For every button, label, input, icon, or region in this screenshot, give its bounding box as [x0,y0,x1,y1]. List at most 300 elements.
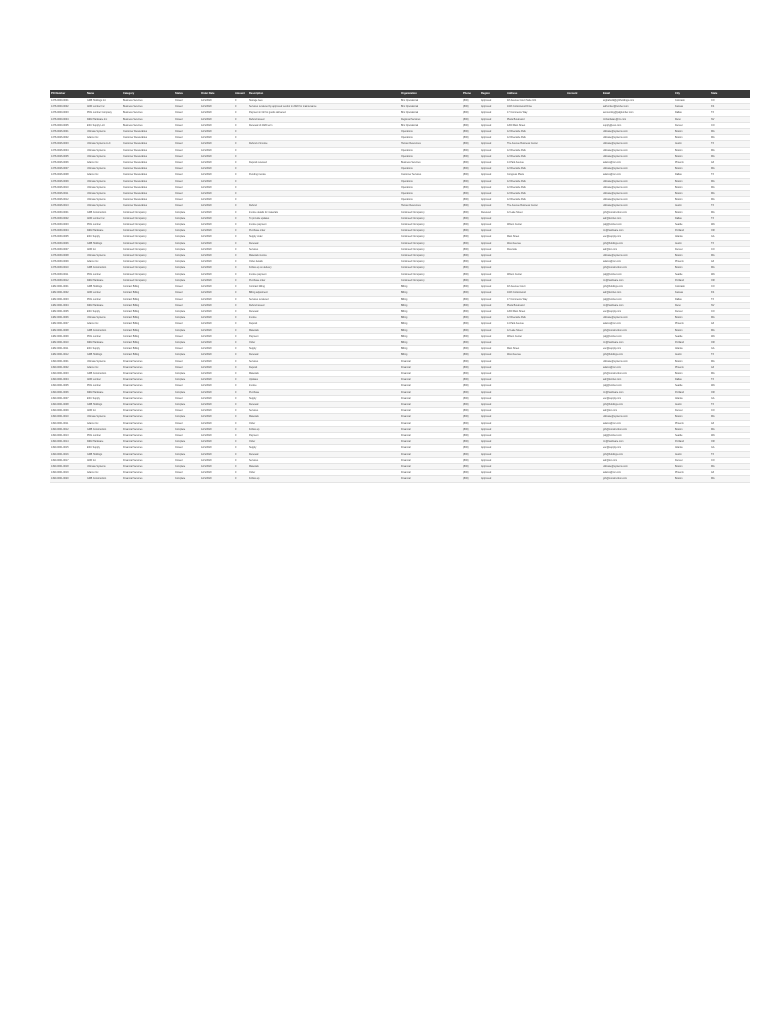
table-cell[interactable]: Operations [401,192,413,196]
table-cell[interactable]: adr@lumber.com [603,216,622,220]
column-header[interactable]: Email [603,92,610,95]
table-cell[interactable]: Approved [481,285,492,289]
table-cell[interactable]: Boston [675,254,683,258]
table-cell[interactable]: 12/1/2020 [201,440,212,444]
table-cell[interactable]: Supply order [249,235,263,239]
table-cell[interactable]: 0 [235,173,237,177]
table-cell[interactable]: Continued Occupancy [123,272,147,276]
table-cell[interactable]: Storage fees [249,99,263,102]
table-cell[interactable]: ADR Inc [87,247,96,251]
table-cell[interactable]: Boston [675,266,683,270]
table-cell[interactable]: KS [711,291,715,295]
table-cell[interactable]: 1490-0001-0003 [51,371,69,375]
table-cell[interactable]: Approved [481,409,492,413]
table-cell[interactable]: Approved [481,371,492,375]
table-cell[interactable]: 0 [235,247,237,251]
table-cell[interactable]: PDG Lumber [87,433,101,437]
table-cell[interactable]: 1482-0001-0010 [51,340,69,344]
table-cell[interactable]: 0 [235,185,237,189]
table-cell[interactable]: Financial [401,396,411,400]
table-cell[interactable]: 1482-0001-0005 [51,309,69,313]
table-cell[interactable]: 0 [235,204,237,208]
table-cell[interactable]: Austin [675,402,682,406]
table-cell[interactable]: pdg@lumber.com [603,223,622,227]
table-cell[interactable]: Portland [675,340,684,344]
column-header[interactable]: Amount [235,92,245,95]
table-cell[interactable]: GRB Construction [87,328,107,332]
table-cell[interactable]: (800) [463,396,469,400]
table-cell[interactable]: 12/1/2020 [201,161,212,165]
table-cell[interactable]: 12 Riverside Park [507,130,526,134]
table-cell[interactable]: Operations [401,130,413,134]
table-cell[interactable]: Services [249,409,259,413]
table-cell[interactable]: CO [711,123,715,127]
table-cell[interactable]: Closed [175,136,183,140]
table-cell[interactable]: Closed [175,359,183,363]
table-cell[interactable]: 12/1/2020 [201,378,212,382]
table-cell[interactable]: 1490-0001-0020 [51,477,69,481]
table-cell[interactable]: 0 [235,446,237,450]
table-cell[interactable]: Complete [175,247,186,251]
table-cell[interactable]: Adamo Inc [87,322,99,326]
table-cell[interactable]: (800) [463,111,469,115]
table-cell[interactable]: AZ [711,365,715,369]
table-cell[interactable]: R&M Hardware Inc [87,117,108,121]
table-cell[interactable]: 0 [235,192,237,196]
table-cell[interactable]: Complete [175,464,186,468]
table-cell[interactable]: Boston [675,192,683,196]
table-cell[interactable]: 17 Commerce Way [507,297,528,301]
table-cell[interactable]: Customer Receivables [123,179,148,183]
table-cell[interactable]: 12/1/2020 [201,111,212,115]
table-cell[interactable]: 0 [235,254,237,258]
table-cell[interactable]: adrlumber@lumber.com [603,105,629,109]
table-cell[interactable]: 0 [235,384,237,388]
table-cell[interactable]: 1490-0001-0005 [51,384,69,388]
table-cell[interactable]: GA [711,347,715,351]
table-cell[interactable]: OR [711,278,715,282]
table-cell[interactable]: Atlanta [675,235,683,239]
table-cell[interactable]: Phoenix [675,161,684,165]
table-cell[interactable]: Austin [675,353,682,357]
table-cell[interactable]: Human Resources [401,142,421,146]
table-cell[interactable]: Continued Occupancy [123,229,147,233]
table-cell[interactable]: (800) [463,316,469,320]
table-cell[interactable]: Approved [481,452,492,456]
table-cell[interactable]: 4th Avenue Court Suite 101 [507,99,537,102]
table-cell[interactable]: (800) [463,353,469,357]
table-cell[interactable]: R&M Hardware [87,229,104,233]
table-cell[interactable]: Approved [481,303,492,307]
table-cell[interactable]: (800) [463,340,469,344]
table-cell[interactable]: 1478-0030-0009 [51,260,69,264]
table-cell[interactable]: Materials [249,464,259,468]
table-cell[interactable]: Customer Receivables [123,185,148,189]
table-cell[interactable]: 12/1/2020 [201,148,212,152]
table-cell[interactable]: Ultimate Systems LLC [87,142,111,146]
table-cell[interactable]: Billing [401,328,408,332]
table-cell[interactable]: Bim Operational [401,99,419,102]
table-cell[interactable]: Closed [175,123,183,127]
table-cell[interactable]: Seattle [675,223,683,227]
table-cell[interactable]: NV [711,117,715,121]
table-cell[interactable]: Adamo Inc [87,471,99,475]
table-cell[interactable]: MA [711,148,715,152]
table-cell[interactable]: ultimate@systems.com [603,148,628,152]
table-cell[interactable]: 0 [235,111,237,115]
table-cell[interactable]: Dallas [675,111,682,115]
table-cell[interactable]: 0 [235,123,237,127]
table-cell[interactable]: R&M Hardware [87,303,104,307]
table-cell[interactable]: ADR Lumber Inc [87,216,105,220]
table-cell[interactable]: MA [711,167,715,171]
table-cell[interactable]: (800) [463,142,469,146]
table-cell[interactable]: (800) [463,328,469,332]
table-cell[interactable]: Financial [401,440,411,444]
table-cell[interactable]: ESC Supply [87,309,100,313]
table-cell[interactable]: ultimate@systems.com [603,198,628,202]
table-cell[interactable]: GA [711,446,715,450]
table-cell[interactable]: 0 [235,340,237,344]
table-cell[interactable]: 12/1/2020 [201,235,212,239]
table-cell[interactable]: Regional Services [401,117,421,121]
table-cell[interactable]: ESC Supply [87,446,100,450]
table-cell[interactable]: 1478-0026-0006 [51,161,69,165]
table-cell[interactable]: Closed [175,285,183,289]
table-cell[interactable]: TX [711,241,715,245]
table-cell[interactable]: adamo@inc.com [603,161,621,165]
table-cell[interactable]: Approved [481,396,492,400]
table-cell[interactable]: Wilson Center [507,334,523,338]
table-cell[interactable]: Continued Occupancy [401,223,425,227]
table-cell[interactable]: 0 [235,142,237,146]
table-cell[interactable]: Denver [675,123,683,127]
table-cell[interactable]: Closed [175,117,183,121]
table-cell[interactable]: Business Services [123,99,143,102]
table-cell[interactable]: ultimate@systems.com [603,130,628,134]
table-cell[interactable]: Approved [481,309,492,313]
table-cell[interactable]: Boston [675,148,683,152]
table-cell[interactable]: 1490-0001-0016 [51,452,69,456]
table-cell[interactable]: Approved [481,229,492,233]
table-cell[interactable]: 0 [235,347,237,351]
table-cell[interactable]: 1478-0026-0009 [51,179,69,183]
column-header[interactable]: State [711,92,718,95]
table-cell[interactable]: Deposit received [249,161,267,165]
table-cell[interactable]: 0 [235,402,237,406]
table-cell[interactable]: (800) [463,322,469,326]
table-row[interactable] [50,476,750,482]
table-cell[interactable]: Phoenix [675,260,684,264]
table-cell[interactable]: Contract Billing [123,328,140,332]
table-cell[interactable]: PDG Lumber [87,297,101,301]
table-cell[interactable]: Adamo Inc [87,173,99,177]
table-cell[interactable]: Closed [175,471,183,475]
table-cell[interactable]: Bim Operational [401,111,419,115]
table-cell[interactable]: TX [711,353,715,357]
table-cell[interactable]: Closed [175,105,183,109]
table-cell[interactable]: 0 [235,452,237,456]
table-cell[interactable]: Closed [175,148,183,152]
table-cell[interactable]: rm@hardware.com [603,440,624,444]
table-cell[interactable]: Continued Occupancy [123,241,147,245]
table-cell[interactable]: Customer Receivables [123,204,148,208]
table-cell[interactable]: 12 Lake Street [507,210,523,214]
table-cell[interactable]: ESC Supply LLC [87,123,105,127]
table-cell[interactable]: Approved [481,278,492,282]
table-cell[interactable]: 1478-0030-0007 [51,247,69,251]
table-cell[interactable]: 0 [235,130,237,134]
table-cell[interactable]: TX [711,173,715,177]
table-cell[interactable]: (800) [463,452,469,456]
table-cell[interactable]: Human Resources [401,204,421,208]
table-cell[interactable]: MA [711,192,715,196]
table-cell[interactable]: AZ [711,161,715,165]
table-cell[interactable]: OR [711,390,715,394]
table-cell[interactable]: Supply [249,446,257,450]
table-cell[interactable]: 12/1/2020 [201,409,212,413]
table-cell[interactable]: Updates [249,378,258,382]
table-cell[interactable]: Complete [175,328,186,332]
table-cell[interactable]: 12/1/2020 [201,390,212,394]
table-cell[interactable]: 1478-0000-0002 [51,105,69,109]
table-cell[interactable]: grb@construction.com [603,328,627,332]
table-cell[interactable]: Order details [249,260,263,264]
table-cell[interactable]: (800) [463,235,469,239]
table-cell[interactable]: Received [481,210,491,214]
table-cell[interactable]: Approved [481,378,492,382]
table-cell[interactable]: Financial Services [123,433,143,437]
table-cell[interactable]: Denver [675,409,683,413]
table-cell[interactable]: Approved [481,427,492,431]
column-header[interactable]: Phone [463,92,471,95]
table-cell[interactable]: Continued Occupancy [123,254,147,258]
table-cell[interactable]: ESC Supply [87,235,100,239]
table-cell[interactable]: Complete [175,415,186,419]
table-cell[interactable]: 1478-0026-0003 [51,142,69,146]
table-cell[interactable]: esc@supply.com [603,396,622,400]
table-cell[interactable]: Services [249,247,259,251]
table-cell[interactable]: Complete [175,440,186,444]
table-cell[interactable]: 1490-0001-0001 [51,359,69,363]
table-cell[interactable]: (800) [463,365,469,369]
table-cell[interactable]: Ultimate Systems [87,359,106,363]
table-cell[interactable]: 0 [235,365,237,369]
table-cell[interactable]: ultimate@systems.com [603,204,628,208]
table-cell[interactable]: Financial Services [123,402,143,406]
table-cell[interactable]: Closed [175,347,183,351]
table-cell[interactable]: Kansas [675,105,683,109]
table-cell[interactable]: TX [711,452,715,456]
table-cell[interactable]: 0 [235,353,237,357]
table-cell[interactable]: Billing [401,285,408,289]
table-cell[interactable]: (800) [463,130,469,134]
table-cell[interactable]: accounting@pdglumber.com [603,111,634,115]
table-cell[interactable]: Operations [401,167,413,171]
table-cell[interactable]: Closed [175,179,183,183]
table-cell[interactable]: Purchase [249,390,260,394]
table-cell[interactable]: Financial [401,390,411,394]
table-cell[interactable]: adr@inc.com [603,458,618,462]
table-cell[interactable]: rm@hardware.com [603,340,624,344]
table-cell[interactable]: 0 [235,167,237,171]
table-cell[interactable]: (800) [463,167,469,171]
table-cell[interactable]: adamo@inc.com [603,471,621,475]
table-cell[interactable]: Approved [481,123,492,127]
table-cell[interactable]: Customer Receivables [123,142,148,146]
table-cell[interactable]: Closed [175,458,183,462]
table-cell[interactable]: Dallas [675,173,682,177]
table-cell[interactable]: TX [711,142,715,146]
table-cell[interactable]: 0 [235,440,237,444]
table-cell[interactable]: (800) [463,123,469,127]
table-cell[interactable]: ultimate@systems.com [603,142,628,146]
table-cell[interactable]: 12/1/2020 [201,99,212,102]
table-cell[interactable]: Bim Operational [401,105,419,109]
table-cell[interactable]: Customer Receivables [123,198,148,202]
table-cell[interactable]: Financial Services [123,415,143,419]
table-cell[interactable]: MA [711,136,715,140]
table-cell[interactable]: 1478-0026-0005 [51,154,69,158]
table-cell[interactable]: Financial Services [123,409,143,413]
table-cell[interactable]: (800) [463,359,469,363]
table-cell[interactable]: 12 Riverside Park [507,179,526,183]
table-cell[interactable]: Business Services [123,117,143,121]
table-cell[interactable]: 1490-0001-0018 [51,464,69,468]
table-cell[interactable]: Approved [481,340,492,344]
table-cell[interactable]: Seattle [675,384,683,388]
table-cell[interactable]: Contract Billing [123,316,140,320]
table-cell[interactable]: Bim Operational [401,123,419,127]
table-cell[interactable]: 12/1/2020 [201,254,212,258]
table-cell[interactable]: 1478-0026-0002 [51,136,69,140]
table-cell[interactable]: rm@hardware.com [603,390,624,394]
table-cell[interactable]: 0 [235,272,237,276]
table-cell[interactable]: esc@supply.com [603,309,622,313]
table-cell[interactable]: Financial [401,371,411,375]
table-cell[interactable]: Approved [481,105,492,109]
table-cell[interactable]: Complete [175,477,186,481]
table-cell[interactable]: Financial Services [123,477,143,481]
table-cell[interactable]: Financial Services [123,371,143,375]
table-cell[interactable]: 12/1/2020 [201,359,212,363]
table-cell[interactable]: ADR Inc [87,458,96,462]
table-cell[interactable]: ultimate@systems.com [603,464,628,468]
table-cell[interactable]: To provide updates [249,216,270,220]
table-cell[interactable]: MA [711,371,715,375]
table-cell[interactable]: 12/1/2020 [201,464,212,468]
table-cell[interactable]: MA [711,359,715,363]
table-cell[interactable]: 12/1/2020 [201,328,212,332]
table-cell[interactable]: Financial [401,365,411,369]
table-cell[interactable]: 1478-0030-0002 [51,216,69,220]
table-cell[interactable]: 1482-0001-0002 [51,291,69,295]
table-cell[interactable]: 12/1/2020 [201,179,212,183]
table-cell[interactable]: Approved [481,440,492,444]
table-cell[interactable]: Complete [175,235,186,239]
table-cell[interactable]: Approved [481,167,492,171]
table-cell[interactable]: Ultimate Systems [87,148,106,152]
table-cell[interactable]: 12/1/2020 [201,458,212,462]
table-cell[interactable]: OR [711,440,715,444]
table-cell[interactable]: Ultimate Systems [87,198,106,202]
table-cell[interactable]: Closed [175,334,183,338]
table-cell[interactable]: Financial Services [123,384,143,388]
table-cell[interactable]: Boston [675,179,683,183]
table-cell[interactable]: adamo@inc.com [603,421,621,425]
table-cell[interactable]: 1478-0026-0004 [51,148,69,152]
table-cell[interactable]: R&M Hardware [87,340,104,344]
table-cell[interactable]: Colorado [675,99,685,102]
table-cell[interactable]: GRB Holdings [87,402,103,406]
table-cell[interactable]: 1482-0001-0006 [51,316,69,320]
table-cell[interactable]: Financial Services [123,378,143,382]
table-cell[interactable]: AZ [711,471,715,475]
table-cell[interactable]: (800) [463,334,469,338]
table-cell[interactable]: Complete [175,371,186,375]
table-cell[interactable]: GRB Holdings Inc [87,99,107,102]
table-cell[interactable]: Dallas [675,297,682,301]
table-cell[interactable]: Approved [481,365,492,369]
table-cell[interactable]: Contract Billing [123,291,140,295]
table-cell[interactable]: ultimate@systems.com [603,185,628,189]
table-cell[interactable]: Billing adjustment [249,291,268,295]
table-cell[interactable]: Financial [401,378,411,382]
table-cell[interactable]: Closed [175,433,183,437]
table-cell[interactable]: 1478-0030-0004 [51,229,69,233]
table-cell[interactable]: GRB Construction [87,210,107,214]
table-cell[interactable]: 12 Lake Street [507,328,523,332]
table-cell[interactable]: Adamo Inc [87,136,99,140]
table-cell[interactable]: Approved [481,402,492,406]
table-cell[interactable]: Atlanta [675,396,683,400]
table-cell[interactable] [566,476,602,482]
table-cell[interactable]: 1478-0030-0003 [51,223,69,227]
table-cell[interactable]: Boston [675,154,683,158]
table-cell[interactable]: 12/1/2020 [201,433,212,437]
table-cell[interactable]: OR [711,229,715,233]
table-cell[interactable]: 12/1/2020 [201,285,212,289]
table-cell[interactable]: Ultimate Systems [87,179,106,183]
table-cell[interactable]: Plaza Boulevard [507,117,525,121]
table-cell[interactable]: Customer Receivables [123,148,148,152]
table-cell[interactable]: Approved [481,328,492,332]
table-cell[interactable]: Complete [175,210,186,214]
table-cell[interactable]: 0 [235,179,237,183]
table-cell[interactable]: esc@supply.com [603,446,622,450]
table-cell[interactable]: 1478-0030-0010 [51,266,69,270]
table-cell[interactable]: AZ [711,260,715,264]
table-cell[interactable]: 12 Riverside Park [507,136,526,140]
table-cell[interactable]: CO [711,458,715,462]
table-cell[interactable]: Boston [675,167,683,171]
table-cell[interactable]: 0 [235,210,237,214]
table-cell[interactable]: 1478-0000-0003 [51,111,69,115]
table-cell[interactable]: Dallas [675,216,682,220]
table-cell[interactable]: Operations [401,185,413,189]
table-cell[interactable]: Order [249,421,256,425]
table-cell[interactable]: Follow-up [249,477,260,481]
table-cell[interactable]: Approved [481,353,492,357]
table-cell[interactable]: arghabuild@grbholdings.com [603,99,635,102]
table-cell[interactable]: GA [711,235,715,239]
table-cell[interactable]: Closed [175,185,183,189]
table-cell[interactable]: Financial [401,409,411,413]
table-cell[interactable]: Contract Billing [123,303,140,307]
table-cell[interactable]: 12/1/2020 [201,371,212,375]
table-cell[interactable]: Customer Receivables [123,130,148,134]
table-cell[interactable]: 12/1/2020 [201,421,212,425]
